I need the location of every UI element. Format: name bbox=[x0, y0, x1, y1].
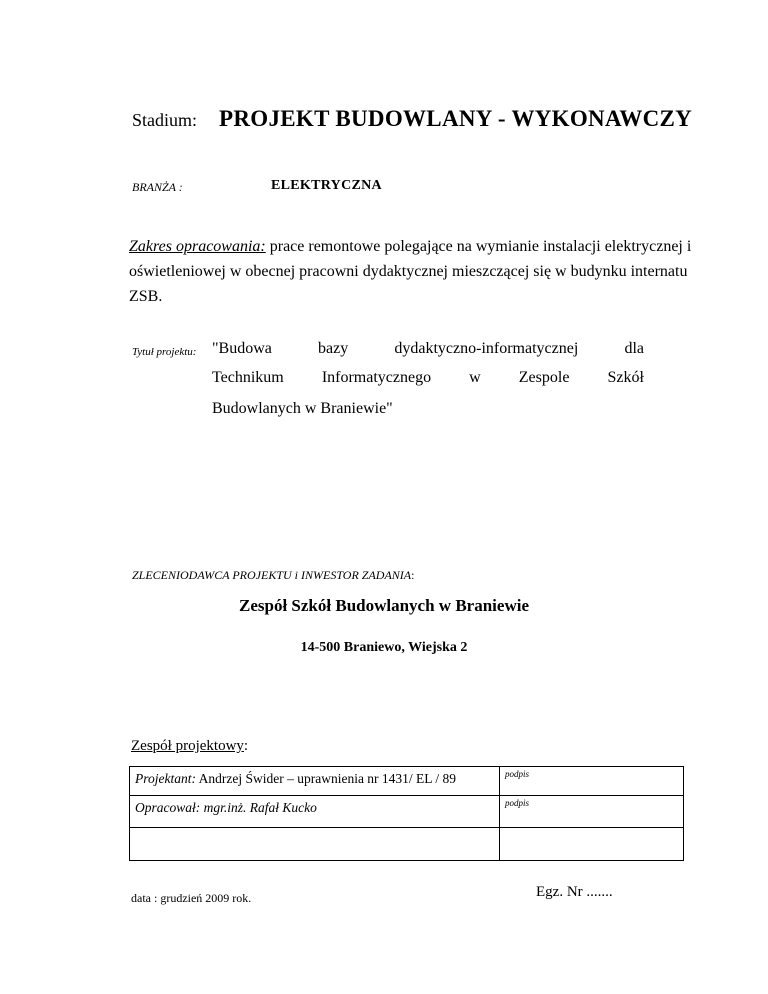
tytul-word: Zespole bbox=[518, 369, 570, 386]
tytul-word: Szkół bbox=[607, 369, 644, 386]
person-name: Andrzej Świder – uprawnienia nr 1431/ EL / 89 bbox=[195, 771, 457, 786]
tytul-line-3: Budowlanych w Braniewie" bbox=[212, 400, 393, 417]
tytul-line-1 bbox=[212, 340, 644, 358]
table-row bbox=[130, 767, 684, 796]
tytul-word: dydaktyczno-informatycznej bbox=[394, 340, 579, 357]
inwestor-name: Zespół Szkół Budowlanych w Braniewie bbox=[239, 596, 529, 615]
person-cell bbox=[130, 767, 500, 796]
signature-cell bbox=[500, 828, 684, 861]
person-name: mgr.inż. Rafał Kucko bbox=[200, 800, 317, 815]
signature-cell bbox=[500, 796, 684, 828]
person-cell bbox=[130, 828, 500, 861]
tytul-word: dla bbox=[624, 340, 644, 357]
tytul-word: bazy bbox=[318, 340, 349, 357]
role-label: Projektant: bbox=[135, 771, 196, 786]
tytul-word: Informatycznego bbox=[321, 369, 432, 386]
copy-number: Egz. Nr ....... bbox=[536, 884, 613, 900]
person-cell bbox=[130, 796, 500, 828]
tytul-word: Technikum bbox=[212, 369, 284, 386]
tytul-line-2 bbox=[212, 369, 644, 387]
tytul-word: w bbox=[469, 369, 481, 386]
branza-label: BRANŻA : bbox=[132, 180, 183, 194]
signature-label: podpis bbox=[505, 798, 530, 808]
role-label: Opracował: bbox=[135, 800, 201, 815]
stadium-label: Stadium: bbox=[132, 110, 198, 130]
table-row bbox=[130, 796, 684, 828]
document-date: data : grudzień 2009 rok. bbox=[131, 891, 252, 905]
tytul-label: Tytuł projektu: bbox=[132, 346, 197, 358]
tytul-word: "Budowa bbox=[212, 340, 272, 357]
team-table bbox=[129, 766, 684, 861]
signature-cell bbox=[500, 767, 684, 796]
table-row bbox=[130, 828, 684, 861]
zakres-opracowania bbox=[129, 234, 709, 309]
zespol-label: Zespół projektowy: bbox=[131, 738, 249, 754]
branza-value: ELEKTRYCZNA bbox=[271, 178, 382, 193]
stadium-value: PROJEKT BUDOWLANY - WYKONAWCZY bbox=[219, 106, 693, 131]
zakres-label: Zakres opracowania: bbox=[129, 238, 266, 255]
zleceniodawca-label: ZLECENIODAWCA PROJEKTU i INWESTOR ZADANIA: bbox=[132, 568, 415, 582]
zakres-text: prace remontowe polegające na wymianie instalacji elektrycznej i oświetleniowej w obecnej pracowni dydaktycznej mieszczącej się w budynku internatu ZSB. bbox=[129, 238, 692, 305]
inwestor-address: 14-500 Braniewo, Wiejska 2 bbox=[300, 640, 468, 655]
signature-label: podpis bbox=[505, 769, 530, 779]
